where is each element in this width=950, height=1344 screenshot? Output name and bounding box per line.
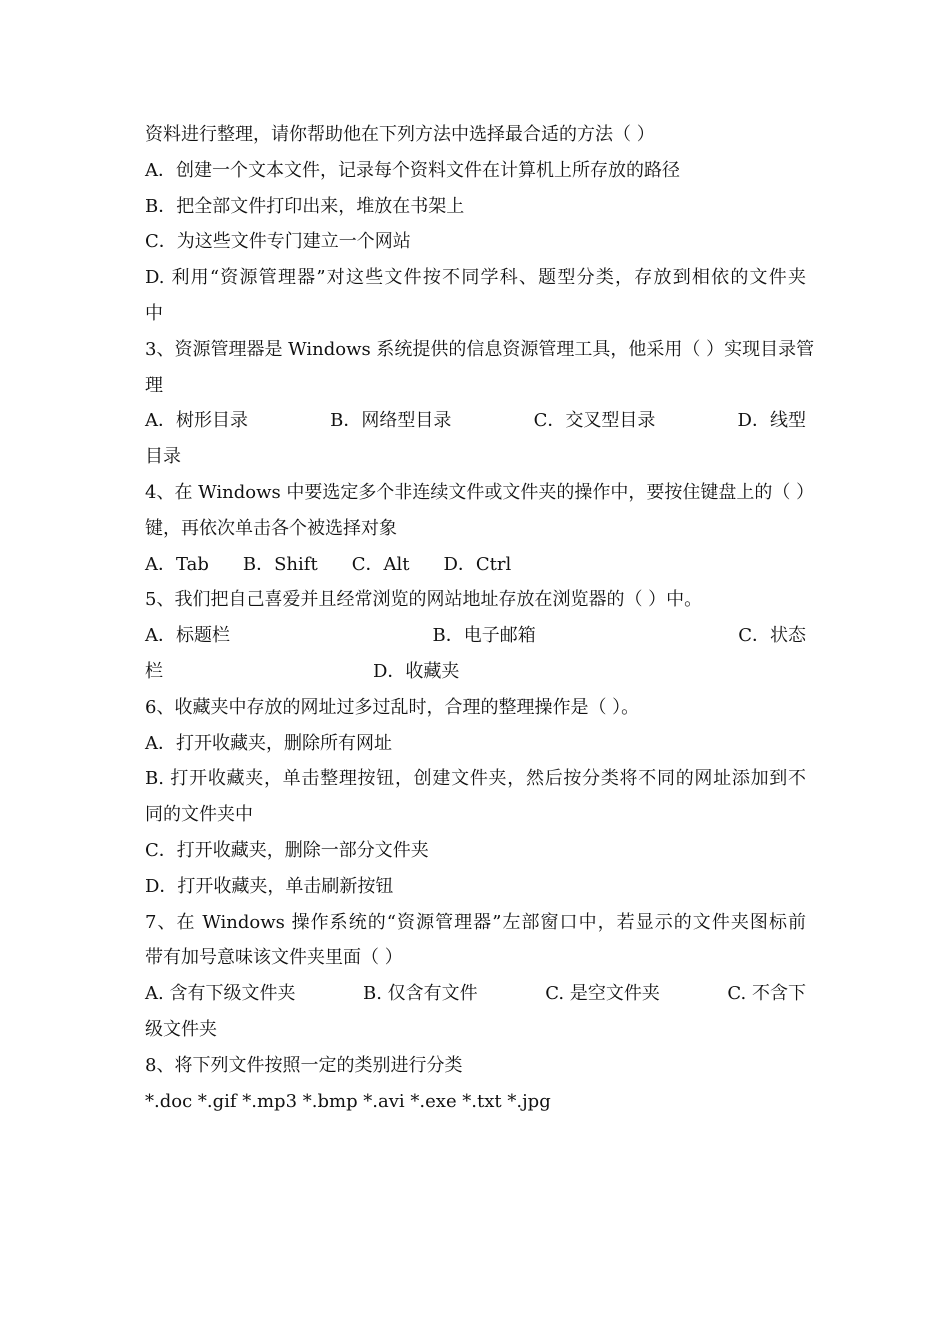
question-3-continued: 理 (145, 374, 163, 396)
question-7-continued: 带有加号意味该文件夹里面（ ） (145, 947, 403, 969)
question-7: 7、在 Windows 操作系统的“资源管理器”左部窗口中，若显示的文件夹图标前 (145, 911, 806, 933)
question-4-continued: 键，再依次单击各个被选择对象 (145, 517, 397, 539)
q4-option-d: D．Ctrl (443, 553, 512, 575)
q5-option-d: D．收藏夹 (373, 660, 460, 682)
option-c: C．为这些文件专门建立一个网站 (145, 231, 411, 253)
question-6: 6、收藏夹中存放的网址过多过乱时，合理的整理操作是（ ）。 (145, 696, 640, 718)
q3-option-d-continued: 目录 (145, 446, 181, 468)
question-5-options-continued (145, 654, 806, 690)
q7-option-a: A. 含有下级文件夹 (145, 983, 296, 1005)
q3-option-b: B．网络型目录 (330, 410, 452, 432)
q6-option-b-continued: 同的文件夹中 (145, 804, 253, 826)
q7-option-d-continued: 级文件夹 (145, 1018, 217, 1040)
q5-option-b: B．电子邮箱 (432, 625, 536, 647)
q4-option-c: C．Alt (351, 553, 410, 575)
q4-option-a: A．Tab (145, 553, 209, 575)
document-content (145, 117, 815, 1119)
q3-option-d: D．线型 (737, 410, 806, 432)
option-b: B．把全部文件打印出来，堆放在书架上 (145, 195, 465, 217)
question-4: 4、在 Windows 中要选定多个非连续文件或文件夹的操作中，要按住键盘上的（ ） (145, 481, 815, 503)
q6-option-d: D．打开收藏夹，单击刷新按钮 (145, 875, 394, 897)
question-5: 5、我们把自己喜爱并且经常浏览的网站地址存放在浏览器的（ ）中。 (145, 589, 703, 611)
option-a: A．创建一个文本文件，记录每个资料文件在计算机上所存放的路径 (145, 159, 680, 181)
q7-option-d: C. 不含下 (727, 983, 806, 1005)
question-8: 8、将下列文件按照一定的类别进行分类 (145, 1054, 463, 1076)
file-extension-list: *.doc *.gif *.mp3 *.bmp *.avi *.exe *.txt *.jpg (145, 1090, 551, 1112)
q5-option-c-continued: 栏 (145, 660, 163, 682)
q4-option-b: B．Shift (242, 553, 318, 575)
q6-option-b: B. 打开收藏夹，单击整理按钮，创建文件夹，然后按分类将不同的网址添加到不 (145, 768, 806, 790)
q6-option-c: C．打开收藏夹，删除一部分文件夹 (145, 839, 429, 861)
question-3-options (145, 403, 806, 439)
question-4-options (145, 547, 806, 583)
q3-option-a: A．树形目录 (145, 410, 248, 432)
text-line: 资料进行整理，请你帮助他在下列方法中选择最合适的方法（ ） (145, 124, 655, 145)
q5-option-c: C．状态 (738, 625, 806, 647)
q3-option-c: C．交叉型目录 (533, 410, 656, 432)
question-5-options (145, 618, 806, 654)
option-d: D. 利用“资源管理器”对这些文件按不同学科、题型分类，存放到相依的文件夹 (145, 267, 806, 289)
q6-option-a: A．打开收藏夹，删除所有网址 (145, 732, 392, 754)
option-d-continued: 中 (145, 302, 163, 324)
q7-option-b: B. 仅含有文件 (363, 983, 478, 1005)
question-3: 3、资源管理器是 Windows 系统提供的信息资源管理工具，他采用（ ）实现目录管 (145, 338, 815, 360)
question-7-options (145, 976, 806, 1012)
q5-option-a: A．标题栏 (145, 625, 230, 647)
q7-option-c: C. 是空文件夹 (545, 983, 660, 1005)
